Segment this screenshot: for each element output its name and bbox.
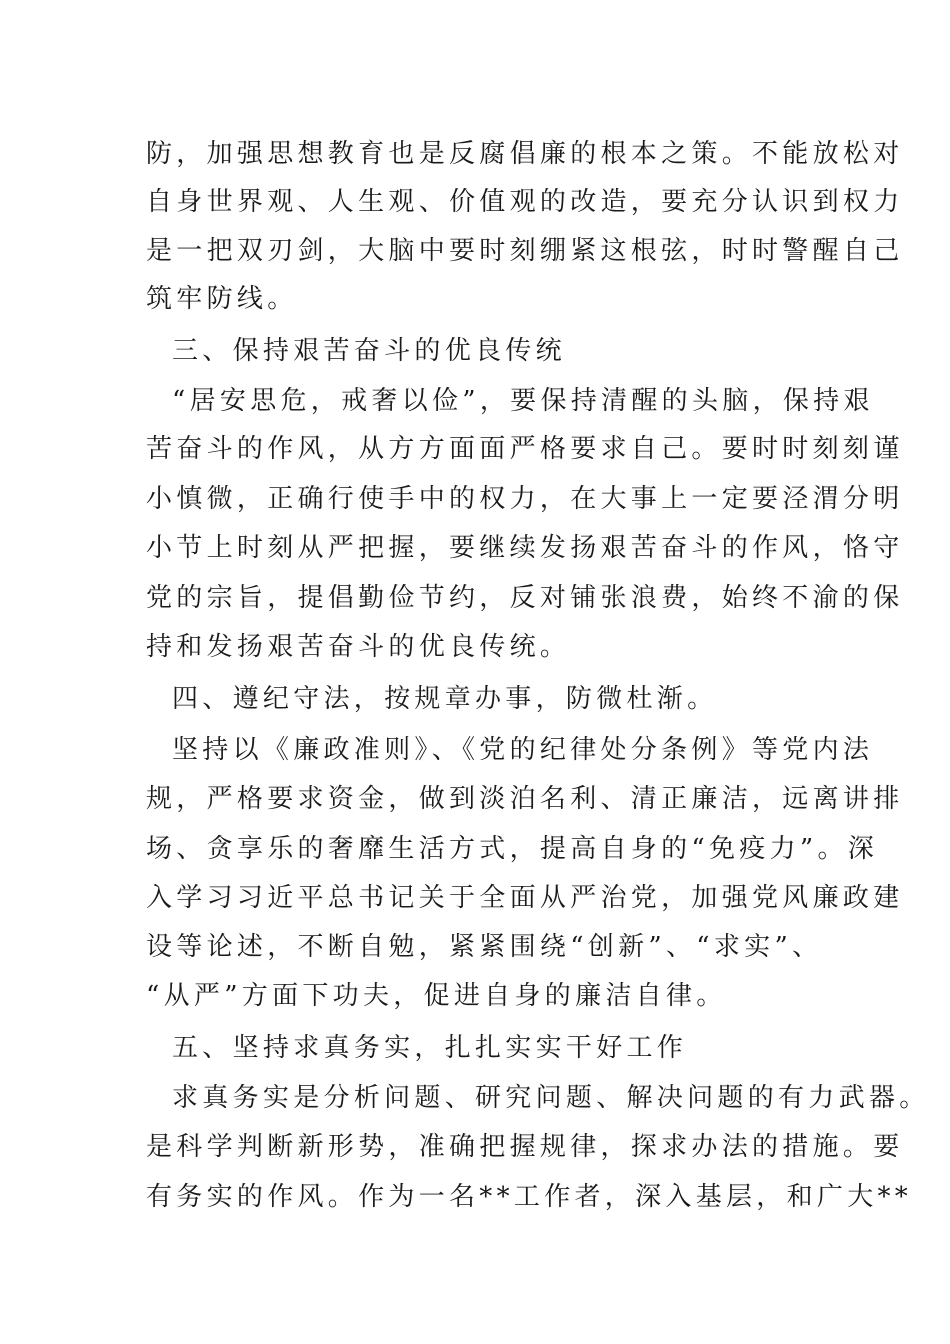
body-text-line: 坚持以《廉政准则》、《党的纪律处分条例》等党内法 xyxy=(172,735,874,765)
body-text-line: 党的宗旨，提倡勤俭节约，反对铺张浪费，始终不渝的保 xyxy=(146,583,904,613)
body-text-line: 设等论述，不断自勉，紧紧围绕“创新”、“求实”、 xyxy=(146,932,823,962)
body-text-line: 规，严格要求资金，做到淡泊名利、清正廉洁，远离讲排 xyxy=(146,784,904,814)
body-text-line: 小节上时刻从严把握，要继续发扬艰苦奋斗的作风，恪守 xyxy=(146,533,904,563)
body-text-line: 苦奋斗的作风，从方方面面严格要求自己。要时时刻刻谨 xyxy=(146,434,904,464)
body-text-line: 是科学判断新形势，准确把握规律，探求办法的措施。要 xyxy=(146,1132,904,1162)
body-text-line: 求真务实是分析问题、研究问题、解决问题的有力武器。 xyxy=(172,1083,930,1113)
body-text-line: “居安思危，戒奢以俭”，要保持清醒的头脑，保持艰 xyxy=(172,386,874,416)
body-text-line: 持和发扬艰苦奋斗的优良传统。 xyxy=(146,632,571,662)
section-heading-5: 五、坚持求真务实，扎扎实实干好工作 xyxy=(172,1033,688,1063)
body-text-line: 有务实的作风。作为一名**工作者，深入基层，和广大** xyxy=(146,1182,913,1212)
body-text-line: 小慎微，正确行使手中的权力，在大事上一定要泾渭分明 xyxy=(146,484,904,514)
body-text-line: 是一把双刃剑，大脑中要时刻绷紧这根弦，时时警醒自己 xyxy=(146,236,904,266)
section-heading-3: 三、保持艰苦奋斗的优良传统 xyxy=(172,336,566,366)
section-heading-4: 四、遵纪守法，按规章办事，防微杜渐。 xyxy=(172,684,718,714)
body-text-line: 防，加强思想教育也是反腐倡廉的根本之策。不能放松对 xyxy=(146,139,904,169)
body-text-line: “从严”方面下功夫，促进自身的廉洁自律。 xyxy=(146,981,727,1011)
body-text-line: 场、贪享乐的奢靡生活方式，提高自身的“免疫力”。深 xyxy=(146,834,879,864)
body-text-line: 自身世界观、人生观、价值观的改造，要充分认识到权力 xyxy=(146,187,904,217)
body-text-line: 入学习习近平总书记关于全面从严治党，加强党风廉政建 xyxy=(146,883,904,913)
body-text-line: 筑牢防线。 xyxy=(146,284,298,314)
